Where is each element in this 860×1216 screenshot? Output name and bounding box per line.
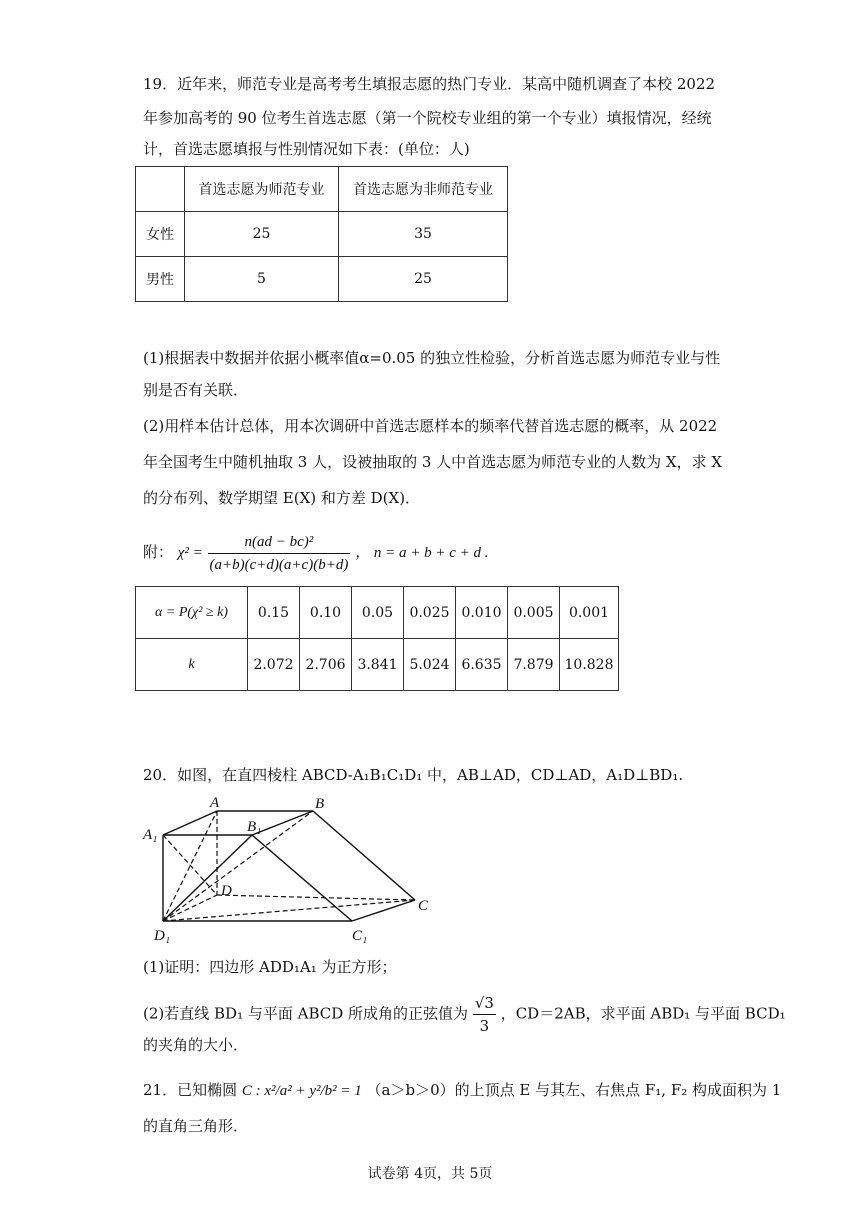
q19-part2-line2: 年全国考生中随机抽取 3 人，设被抽取的 3 人中首选志愿为师范专业的人数为 X，求 X bbox=[143, 453, 723, 471]
label-C: C bbox=[418, 898, 429, 914]
table-cell: 10.828 bbox=[560, 639, 619, 691]
sine-fraction bbox=[473, 992, 496, 1037]
table-row bbox=[136, 212, 508, 257]
label-A: A bbox=[210, 795, 220, 811]
table-header: 首选志愿为非师范专业 bbox=[339, 167, 508, 212]
survey-table bbox=[135, 166, 508, 302]
table-cell: 0.10 bbox=[300, 587, 352, 639]
table-cell: 35 bbox=[339, 212, 508, 257]
table-cell: 5 bbox=[185, 257, 339, 302]
critical-value-table bbox=[135, 586, 619, 691]
q20-part2-line1 bbox=[143, 992, 786, 1037]
table-cell: 3.841 bbox=[352, 639, 404, 691]
table-cell: 0.010 bbox=[456, 587, 508, 639]
page-footer: 试卷第 4页，共 5页 bbox=[367, 1166, 493, 1182]
table-cell: 25 bbox=[339, 257, 508, 302]
q21-condition: （a＞b＞0）的上顶点 E 与其左、右焦点 F₁, F₂ 构成面积为 1 bbox=[366, 1081, 782, 1099]
sine-denominator: 3 bbox=[479, 1017, 490, 1035]
table-cell: 2.072 bbox=[248, 639, 300, 691]
hidden-edge-A1D bbox=[163, 835, 217, 895]
table-cell: 0.001 bbox=[560, 587, 619, 639]
label-D: D bbox=[221, 883, 232, 899]
hidden-edge-BD1 bbox=[163, 811, 313, 921]
table-cell: 0.025 bbox=[404, 587, 456, 639]
edge-B1C1 bbox=[252, 835, 352, 921]
table-cell: 7.879 bbox=[508, 639, 560, 691]
hidden-edge-D1A bbox=[163, 811, 217, 921]
table-cell bbox=[136, 167, 185, 212]
table-header: k bbox=[136, 639, 248, 691]
q19-line1: 19．近年来，师范专业是高考考生填报志愿的热门专业．某高中随机调查了本校 2022 bbox=[143, 75, 716, 93]
q19-part1-line1: (1)根据表中数据并依据小概率值α=0.05 的独立性检验，分析首选志愿为师范专业与性 bbox=[143, 349, 721, 367]
table-cell: 0.15 bbox=[248, 587, 300, 639]
table-header: α = P(χ² ≥ k) bbox=[136, 587, 248, 639]
edge-D1B1 bbox=[163, 835, 252, 921]
formula-tail: ， n = a + b + c + d . bbox=[355, 545, 489, 561]
formula-denominator: (a+b)(c+d)(a+c)(b+d) bbox=[209, 556, 349, 573]
hidden-edge-D1D bbox=[163, 895, 217, 921]
q20-part2-post: ，CD＝2AB，求平面 ABD₁ 与平面 BCD₁ bbox=[500, 1004, 786, 1023]
q20-line1: 20．如图，在直四棱柱 ABCD-A₁B₁C₁D₁ 中，AB⊥AD，CD⊥AD，A₁D⊥BD₁. bbox=[143, 766, 684, 784]
formula-fraction bbox=[208, 531, 351, 576]
table-cell: 2.706 bbox=[300, 639, 352, 691]
q21-line1 bbox=[143, 1072, 781, 1109]
sine-numerator: √3 bbox=[473, 992, 496, 1015]
edge-C1C bbox=[352, 900, 415, 921]
table-row bbox=[136, 587, 619, 639]
q20-part1: (1)证明：四边形 ADD₁A₁ 为正方形； bbox=[143, 958, 397, 976]
q19-line2: 年参加高考的 90 位考生首选志愿（第一个院校专业组的第一个专业）填报情况，经统 bbox=[143, 109, 712, 127]
q19-part2-line3: 的分布列、数学期望 E(X) 和方差 D(X)． bbox=[143, 489, 421, 507]
formula-lhs: χ² = bbox=[177, 545, 203, 561]
table-cell: 男性 bbox=[136, 257, 185, 302]
q19-part2-line1: (2)用样本估计总体，用本次调研中首选志愿样本的频率代替首选志愿的概率，从 2022 bbox=[143, 417, 718, 435]
table-cell: 5.024 bbox=[404, 639, 456, 691]
label-A1: A₁ bbox=[143, 827, 158, 843]
prism-figure bbox=[140, 795, 440, 943]
q20-part2-line2: 的夹角的大小． bbox=[143, 1036, 249, 1054]
table-cell: 0.005 bbox=[508, 587, 560, 639]
table-cell: 0.05 bbox=[352, 587, 404, 639]
table-cell: 女性 bbox=[136, 212, 185, 257]
hidden-edge-DC bbox=[217, 895, 415, 900]
q21-pre: 21．已知椭圆 bbox=[143, 1081, 238, 1099]
table-header: 首选志愿为师范专业 bbox=[185, 167, 339, 212]
table-row bbox=[136, 257, 508, 302]
q21-line2: 的直角三角形． bbox=[143, 1117, 249, 1135]
appendix-label: 附： bbox=[143, 543, 174, 561]
q20-part2-pre: (2)若直线 BD₁ 与平面 ABCD 所成角的正弦值为 bbox=[143, 1004, 469, 1023]
label-C1: C₁ bbox=[352, 928, 368, 943]
table-row bbox=[136, 167, 508, 212]
table-row bbox=[136, 639, 619, 691]
q19-part1-line2: 别是否有关联． bbox=[143, 381, 249, 399]
label-B1: B₁ bbox=[247, 819, 262, 835]
label-B: B bbox=[315, 796, 325, 812]
ellipse-equation: C : x²/a² + y²/b² = 1 bbox=[241, 1083, 362, 1099]
table-cell: 25 bbox=[185, 212, 339, 257]
chi-square-formula bbox=[143, 528, 489, 577]
formula-numerator: n(ad − bc)² bbox=[208, 531, 351, 554]
table-cell: 6.635 bbox=[456, 639, 508, 691]
edge-A1A bbox=[163, 811, 217, 835]
edge-BC bbox=[313, 811, 415, 900]
q19-line3: 计，首选志愿填报与性别情况如下表：(单位：人) bbox=[143, 140, 470, 158]
label-D1: D₁ bbox=[154, 928, 171, 943]
